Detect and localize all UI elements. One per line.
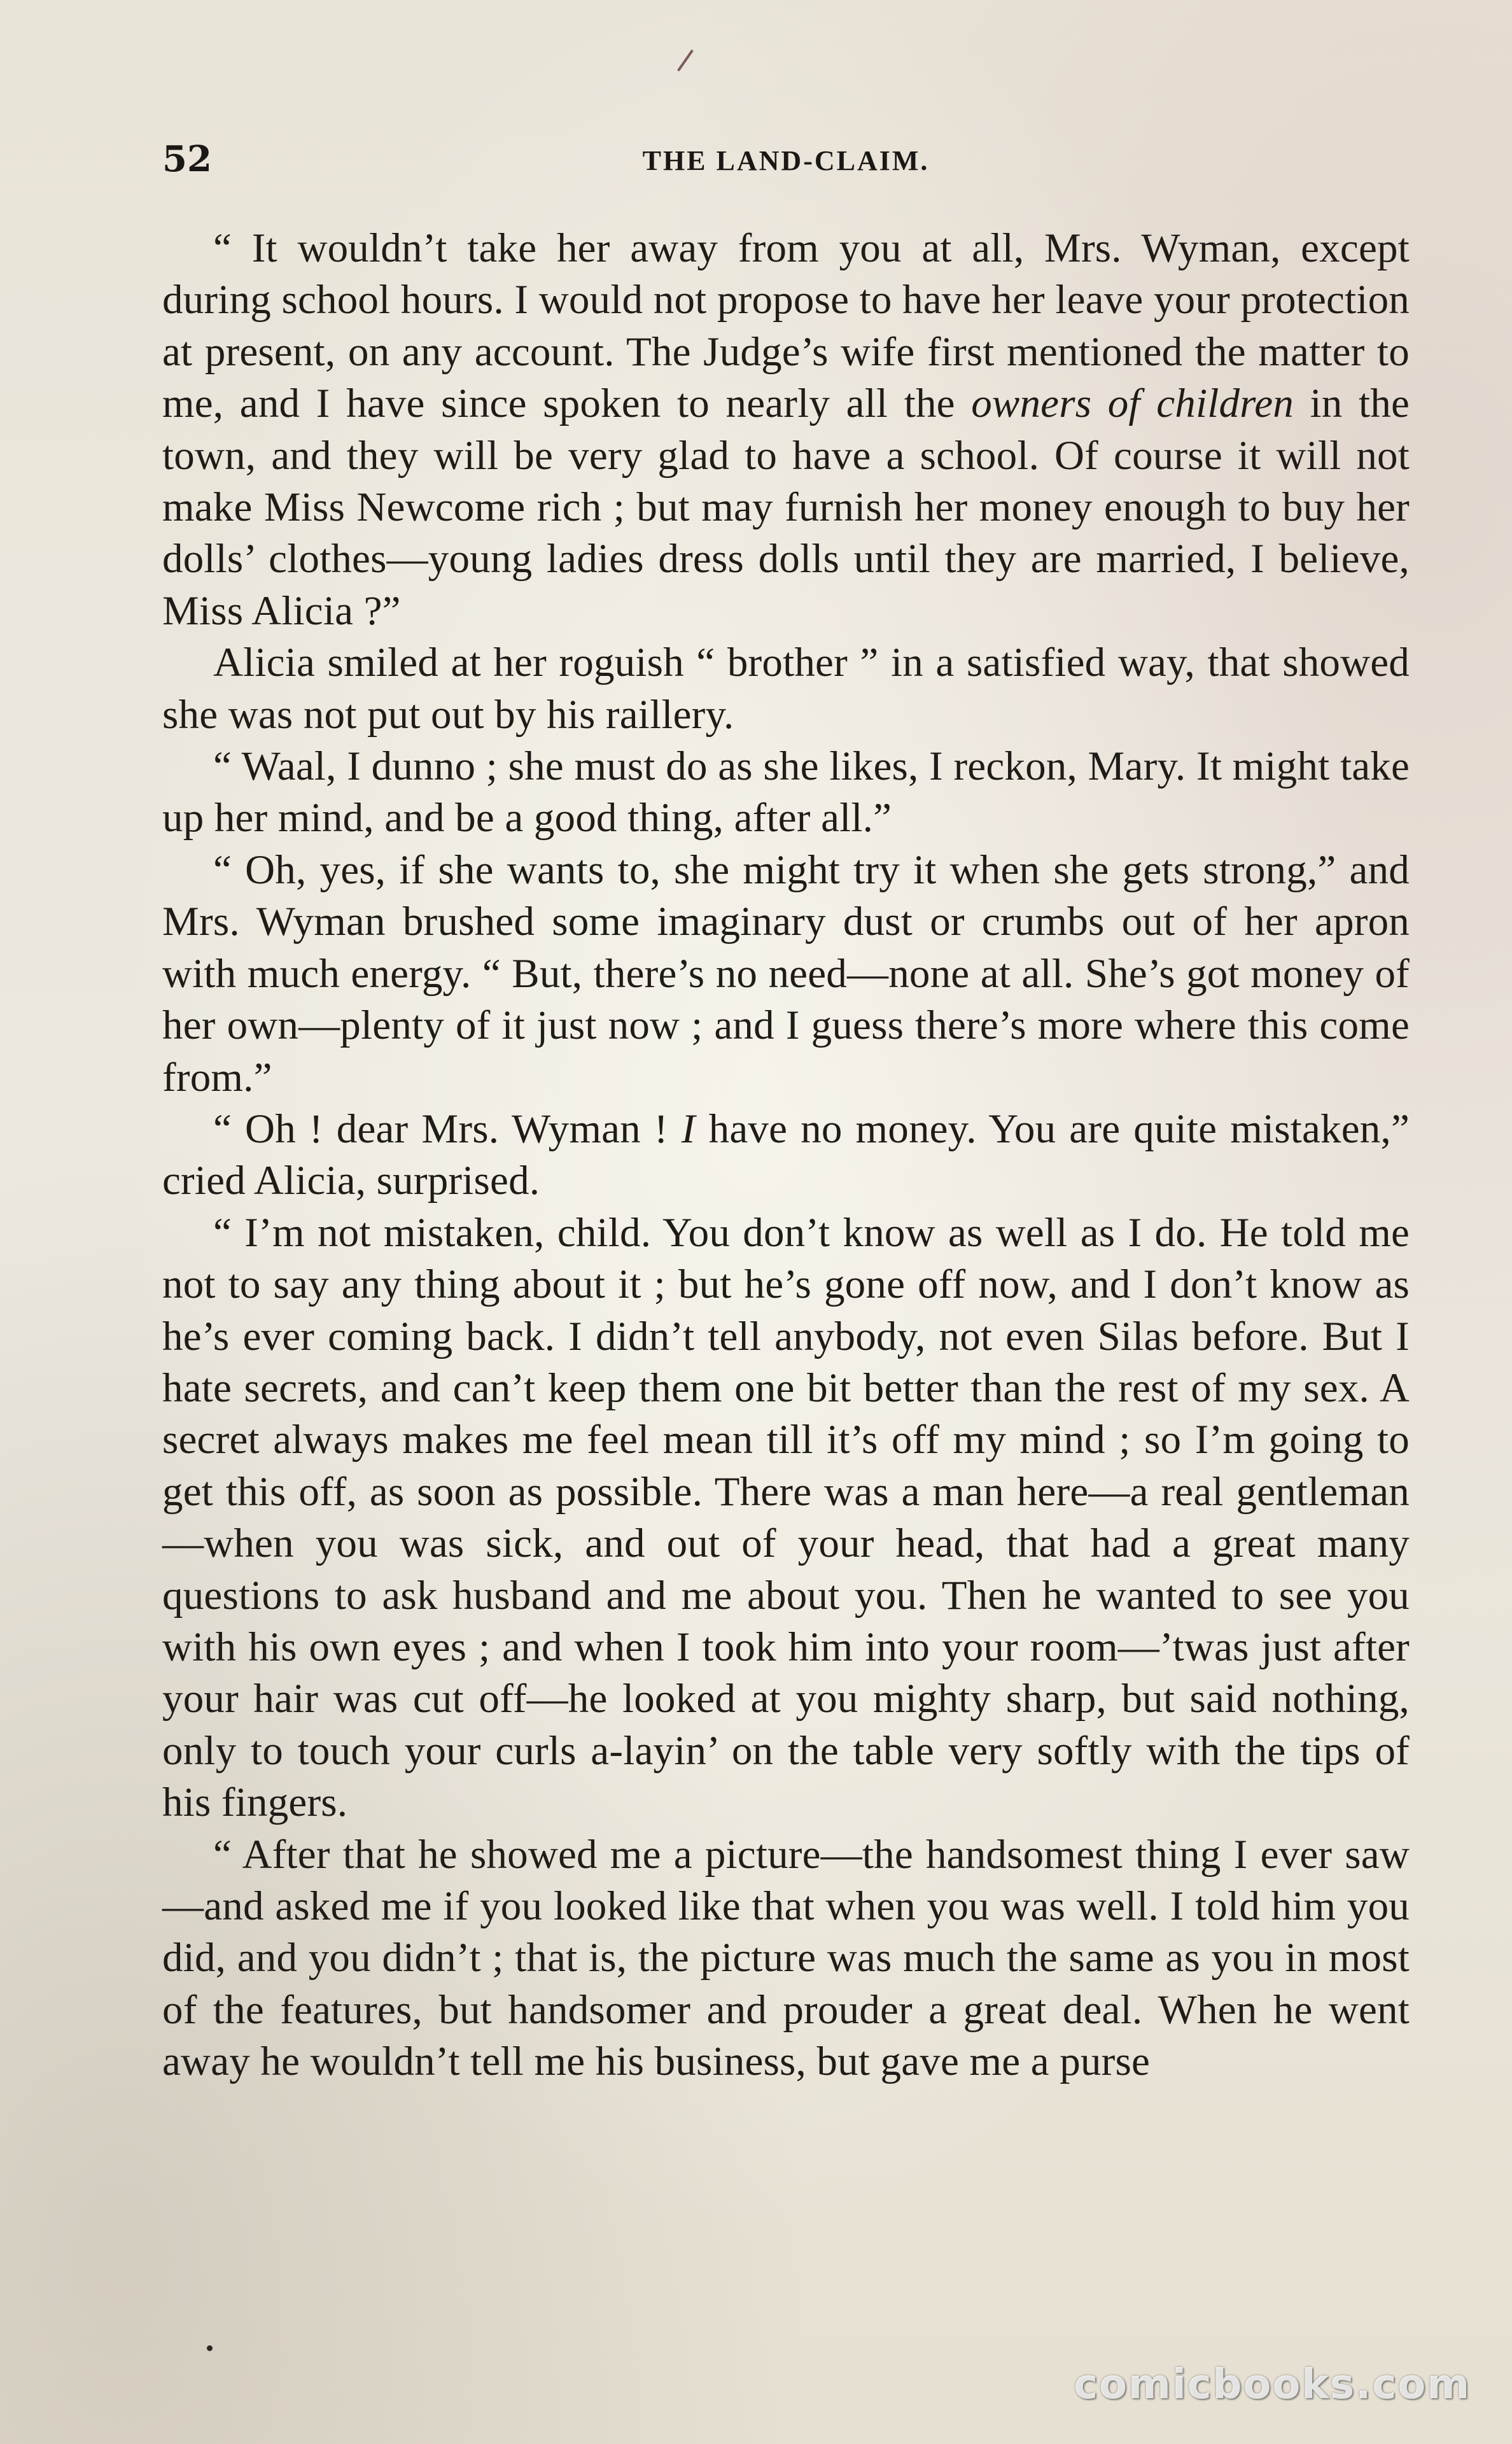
page-number: 52 bbox=[162, 138, 212, 180]
italic-word: I bbox=[681, 1106, 696, 1152]
ink-speck bbox=[677, 49, 694, 71]
paragraph-text: have no money. You are quite mistaken,” cried Alicia, surprised. bbox=[162, 1106, 1410, 1204]
paragraph-text: “ It wouldn’t take her away from you at all, Mrs. Wyman, except during school hours. I would not propose to have her leave your protection at present, on any account. The Judge’s wife first mentioned the matter to me, and I have since spoken to nearly all the bbox=[162, 225, 1410, 427]
paragraph-6: “ I’m not mistaken, child. You don’t know as well as I do. He told me not to say any thing about it ; but he’s gone off now, and I don’t know as he’s ever coming back. I didn’t tell anybody, not even Silas before. But I hate secrets, and can’t keep them one bit better than the rest of my sex. A secret always makes me feel mean till it’s off my mind ; so I’m going to get this off, as soon as possible. There was a man here—a real gentleman—when you was sick, and out of your head, that had a great many questions to ask husband and me about you. Then he wanted to see you with his own eyes ; and when I took him into your room—’twas just after your hair was cut off—he looked at you mighty sharp, but said nothing, only to touch your curls a-layin’ on the table very softly with the tips of his fingers. bbox=[162, 1209, 1410, 1826]
paragraph-2: Alicia smiled at her roguish “ brother ” in a satisfied way, that showed she was not put out by his raillery. bbox=[162, 640, 1410, 738]
paragraph-5 bbox=[162, 1104, 1410, 1207]
ink-speck bbox=[207, 2345, 213, 2351]
paragraph-3: “ Waal, I dunno ; she must do as she likes, I reckon, Mary. It might take up her mind, and be a good thing, after all.” bbox=[162, 743, 1410, 841]
paragraph-1 bbox=[162, 223, 1410, 637]
body-text bbox=[162, 223, 1410, 2088]
italic-phrase: owners of children bbox=[971, 381, 1294, 427]
paragraph-7: “ After that he showed me a picture—the handsomest thing I ever saw—and asked me if you looked like that when you was well. I told him you did, and you didn’t ; that is, the picture was much the same as you in most of the features, but handsomer and prouder a great deal. When he went away he wouldn’t tell me his business, but gave me a purse bbox=[162, 1831, 1410, 2085]
running-head bbox=[162, 130, 1410, 181]
paragraph-4: “ Oh, yes, if she wants to, she might try it when she gets strong,” and Mrs. Wyman brushed some imaginary dust or crumbs out of her apron with much energy. “ But, there’s no need—none at all. She’s got money of her own—plenty of it just now ; and I guess there’s more where this come from.” bbox=[162, 846, 1410, 1100]
paragraph-text: in the town, and they will be very glad to have a school. Of course it will not make Miss Newcome rich ; but may furnish her money enough to buy her dolls’ clothes—young ladies dress dolls until they are married, I believe, Miss Alicia ?” bbox=[162, 381, 1410, 634]
running-title: THE LAND-CLAIM. bbox=[642, 145, 930, 176]
paragraph-text: “ Oh ! dear Mrs. Wyman ! bbox=[213, 1106, 682, 1152]
watermark: comicbooks.com bbox=[1074, 2361, 1471, 2408]
